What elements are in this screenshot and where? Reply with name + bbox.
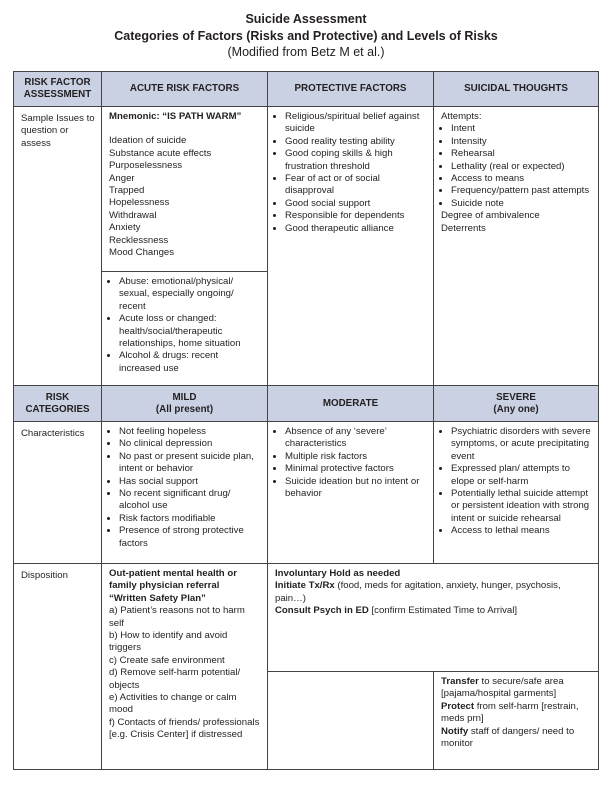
disposition-row-upper [14, 564, 599, 672]
involuntary-hold: Involuntary Hold as needed [275, 568, 401, 579]
mnemonic-item: Mood Changes [109, 247, 175, 259]
attempt-item: • Intensity [451, 136, 592, 148]
consult-psych-detail: [confirm Estimated Time to Arrival] [368, 605, 518, 617]
page-subtitle: Categories of Factors (Risks and Protective) and Levels of Risks [114, 29, 498, 43]
initiate-treatment-detail: (food, meds for agitation, anxiety, hunger, psychosis, pain…) [275, 580, 561, 604]
transfer-label: Transfer [441, 676, 479, 687]
safety-plan-item: c) Create safe environment [109, 654, 225, 666]
acute-bullet: • Alcohol & drugs: recent increased use [119, 350, 261, 375]
attempt-item: • Frequency/pattern past attempts [451, 185, 592, 197]
protective-item: • Responsible for dependents [285, 210, 427, 222]
severe-title: SEVERE [496, 391, 536, 403]
consult-psych-label: Consult Psych in ED [275, 605, 369, 617]
safety-plan-item: f) Contacts of friends/ professionals [e.g. Crisis Center] if distressed [109, 716, 260, 741]
moderate-disposition-blank [268, 672, 434, 770]
moderate-item: • Minimal protective factors [285, 463, 427, 475]
mild-item: • No recent significant drug/ alcohol use [119, 488, 261, 513]
moderate-disposition-cell [268, 564, 599, 672]
mnemonic-item: Withdrawal [109, 209, 157, 221]
protective-item: • Good therapeutic alliance [285, 223, 427, 235]
mnemonic-item: Hopelessness [109, 197, 170, 209]
safety-plan-item: b) How to identify and avoid triggers [109, 630, 228, 654]
severe-characteristics-cell [434, 422, 599, 564]
page-source: (Modified from Betz M et al.) [227, 45, 385, 59]
mnemonic-item: Purposelessness [109, 160, 183, 172]
attempt-item: • Access to means [451, 173, 592, 185]
severe-item: • Access to lethal means [451, 525, 592, 537]
mild-subtitle: (All present) [155, 403, 214, 415]
header-risk-factor-assessment: RISK FACTOR ASSESSMENT [14, 72, 102, 107]
protective-item: • Good coping skills & high frustration threshold [285, 148, 427, 173]
safety-plan-item: a) Patient’s reasons not to harm self [109, 605, 245, 629]
severe-item: • Psychiatric disorders with severe symptoms, or acute precipitating event [451, 426, 592, 463]
header-row-categories [14, 386, 599, 422]
header-suicidal-thoughts: SUICIDAL THOUGHTS [434, 72, 599, 107]
mild-characteristics-cell [102, 422, 268, 564]
safety-plan-heading: “Written Safety Plan” [109, 592, 206, 604]
protect-label: Protect [441, 700, 475, 712]
header-risk-categories: RISK CATEGORIES [14, 386, 102, 422]
mnemonic-item: Ideation of suicide [109, 135, 187, 147]
mild-disposition-cell [102, 564, 268, 770]
mild-item: • Has social support [119, 476, 261, 488]
mild-item: • No clinical depression [119, 438, 261, 450]
characteristics-label: Characteristics [14, 422, 102, 564]
moderate-item: • Absence of any ‘severe’ characteristics [285, 426, 427, 451]
suicidal-thoughts-cell [434, 107, 599, 386]
header-severe [434, 386, 599, 422]
page-title: Suicide Assessment [245, 12, 367, 26]
protect-detail: from self-harm [restrain, meds prn] [441, 700, 579, 725]
header-moderate: MODERATE [268, 386, 434, 422]
acute-mnemonic-cell [102, 107, 268, 272]
mnemonic-item: Anxiety [109, 222, 141, 234]
mnemonic-item: Anger [109, 172, 135, 184]
mild-item: • No past or present suicide plan, intent or behavior [119, 451, 261, 476]
notify-instruction [441, 726, 592, 751]
severe-disposition-cell [434, 672, 599, 770]
header-mild [102, 386, 268, 422]
attempt-item: • Lethality (real or expected) [451, 161, 592, 173]
sample-issues-label: Sample Issues to question or assess [14, 107, 102, 386]
notify-label: Notify [441, 725, 469, 737]
protective-item: • Religious/spiritual belief against suicide [285, 111, 427, 136]
attempt-item: • Rehearsal [451, 148, 592, 160]
sample-row-upper [14, 107, 599, 272]
mild-item: • Presence of strong protective factors [119, 525, 261, 550]
protect-instruction [441, 701, 592, 726]
protective-item: • Good reality testing ability [285, 136, 427, 148]
acute-bullet: • Acute loss or changed: health/social/therapeutic relationships, home situation [119, 313, 261, 350]
severe-item: • Potentially lethal suicide attempt or persistent ideation with strong intent or suicide rehearsal [451, 488, 592, 525]
thoughts-tail-item: Deterrents [441, 222, 486, 234]
disposition-label: Disposition [14, 564, 102, 770]
attempt-item: • Suicide note [451, 198, 592, 210]
safety-plan-item: d) Remove self-harm potential/ objects [109, 667, 241, 691]
safety-plan-item: e) Activities to change or calm mood [109, 692, 237, 716]
mild-item: • Risk factors modifiable [119, 513, 261, 525]
moderate-item: • Suicide ideation but no intent or behavior [285, 476, 427, 501]
initiate-treatment [275, 580, 592, 605]
moderate-characteristics-cell [268, 422, 434, 564]
severe-subtitle: (Any one) [493, 403, 539, 415]
attempt-item: • Intent [451, 123, 592, 135]
mnemonic-heading: Mnemonic: “IS PATH WARM” [109, 111, 242, 122]
protective-item: • Fear of act or of social disapproval [285, 173, 427, 198]
mnemonic-item: Trapped [109, 185, 145, 197]
header-acute-risk-factors: ACUTE RISK FACTORS [102, 72, 268, 107]
notify-detail: staff of dangers/ need to monitor [441, 725, 575, 750]
mnemonic-item: Substance acute effects [109, 147, 212, 159]
mnemonic-item: Recklessness [109, 234, 169, 246]
moderate-item: • Multiple risk factors [285, 451, 427, 463]
acute-bullets-cell [102, 272, 268, 386]
protective-item: • Good social support [285, 198, 427, 210]
transfer-instruction [441, 676, 592, 701]
referral-heading: Out-patient mental health or family physician referral [109, 568, 237, 592]
mild-title: MILD [172, 391, 197, 403]
consult-psych [275, 605, 592, 617]
assessment-table [13, 71, 599, 770]
initiate-treatment-label: Initiate Tx/Rx [275, 580, 335, 592]
attempts-heading: Attempts: [441, 111, 482, 122]
acute-bullet: • Abuse: emotional/physical/ sexual, especially ongoing/ recent [119, 276, 261, 313]
characteristics-row [14, 422, 599, 564]
header-protective-factors: PROTECTIVE FACTORS [268, 72, 434, 107]
header-row-factors [14, 72, 599, 107]
severe-item: • Expressed plan/ attempts to elope or self-harm [451, 463, 592, 488]
mild-item: • Not feeling hopeless [119, 426, 261, 438]
protective-factors-cell [268, 107, 434, 386]
transfer-detail: to secure/safe area [pajama/hospital garments] [441, 676, 564, 700]
thoughts-tail-item: Degree of ambivalence [441, 210, 540, 222]
